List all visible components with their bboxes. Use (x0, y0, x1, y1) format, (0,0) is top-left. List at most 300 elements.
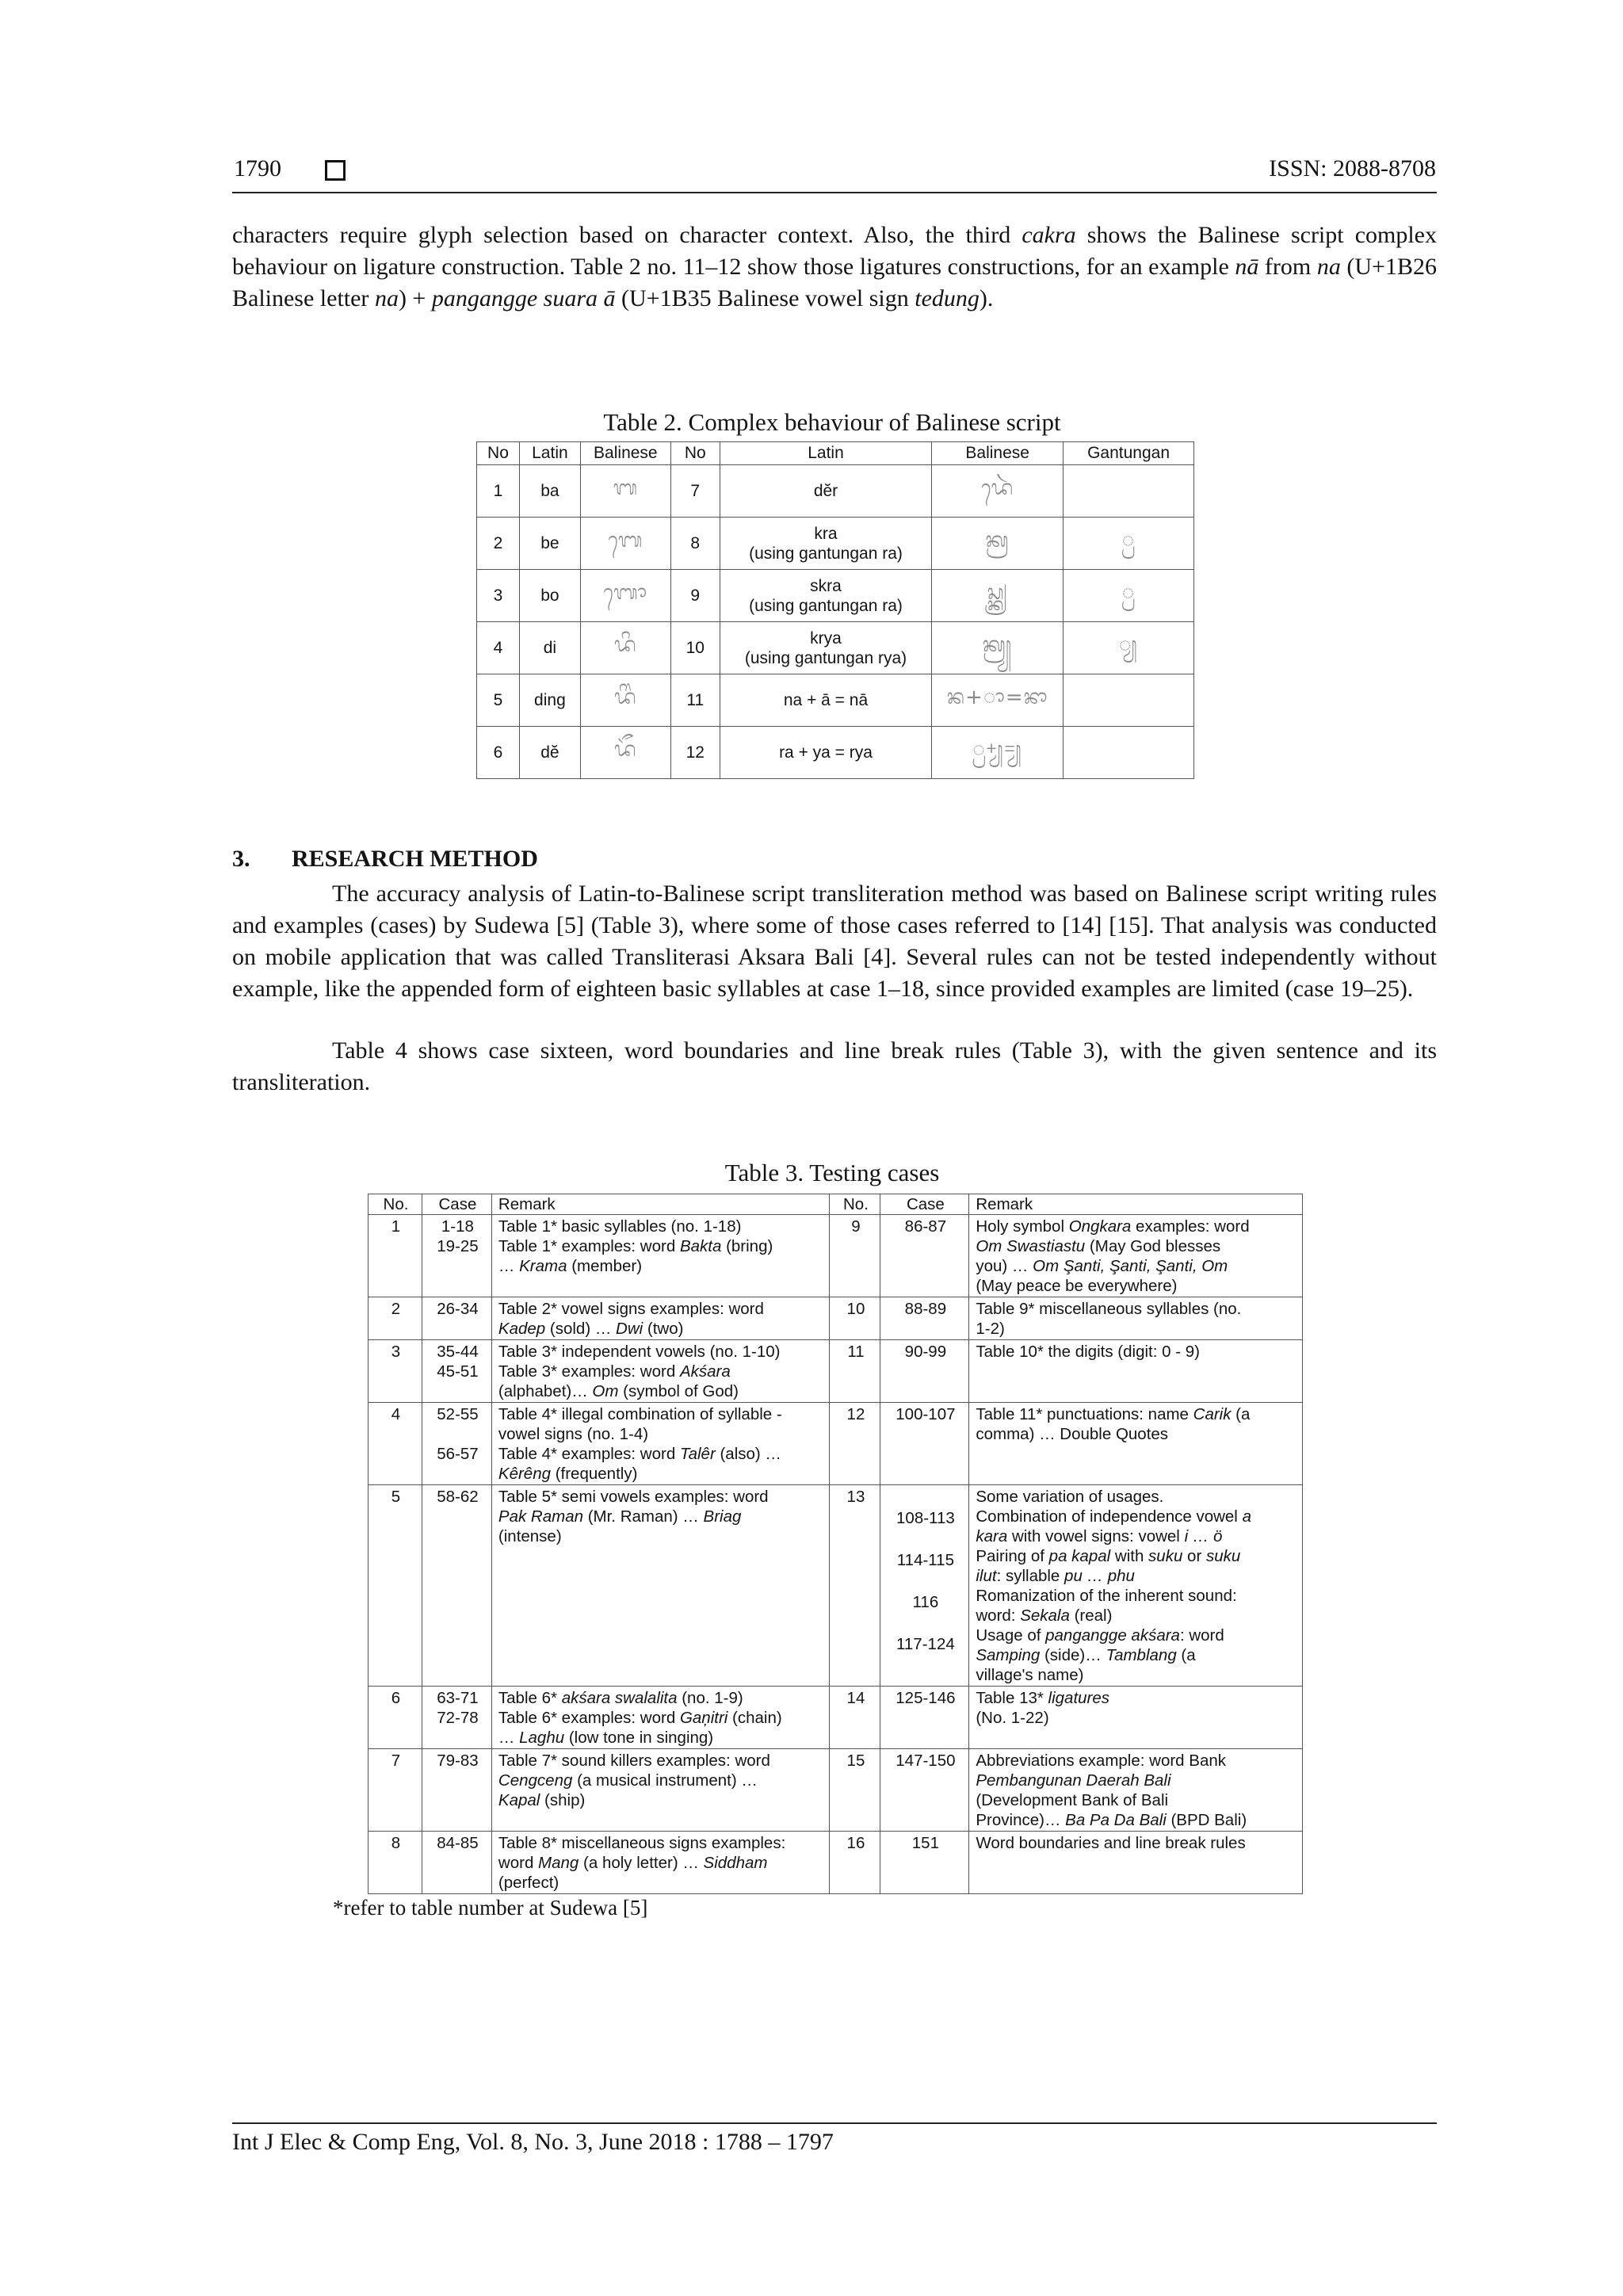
table3-remark-line (976, 1487, 1297, 1507)
table3-remark-text: with (1110, 1547, 1149, 1565)
table3-remark-line (976, 1424, 1297, 1444)
table3-no-text: 15 (846, 1752, 865, 1770)
table2-header: Balinese (932, 442, 1064, 465)
table2-latin (720, 727, 932, 779)
table3-remark-line (498, 1342, 825, 1362)
table2-balinese-text: ᭄ᬭ+᭄ᬬ=᭄ᬬ (972, 738, 1023, 762)
table3-no-text: 7 (391, 1752, 401, 1770)
table3-case (880, 1485, 969, 1687)
table3-remark-line (976, 1688, 1297, 1708)
table3-remark-line (976, 1507, 1297, 1526)
table3-remark-line (976, 1217, 1297, 1236)
table3-remark (491, 1340, 830, 1403)
table3-no (830, 1297, 880, 1340)
footer-citation: Int J Elec & Comp Eng, Vol. 8, No. 3, June 2018 : 1788 – 1797 (232, 2129, 834, 2155)
table3-remark-italic: Ba Pa Da Bali (1065, 1811, 1167, 1829)
table2-no-text: 2 (493, 533, 503, 552)
table3-case (422, 1832, 491, 1894)
table3-case (422, 1403, 491, 1485)
table3-no (369, 1215, 422, 1297)
footer-rule (232, 2122, 1437, 2124)
table3-remark-italic: pangangge akśara (1045, 1626, 1180, 1645)
table3-remark-italic: Siddham (703, 1854, 768, 1872)
table3-remark-line (498, 1728, 825, 1748)
table3-remark-text: (May God blesses (1085, 1237, 1221, 1255)
table3-remark-text: or (1182, 1547, 1206, 1565)
table3-no (369, 1297, 422, 1340)
table2-balinese (580, 674, 670, 727)
table3-remark-line (498, 1236, 825, 1256)
table3-remark-line (498, 1299, 825, 1319)
table3-remark-text: Usage of (976, 1626, 1046, 1645)
table3-remark-text: (Mr. Raman) … (583, 1507, 704, 1526)
table3-remark-text: Table 1* examples: word (498, 1237, 680, 1255)
table3-remark-text: Table 2* vowel signs examples: word (498, 1300, 764, 1318)
table3-no (830, 1403, 880, 1485)
table2-latin (519, 465, 580, 518)
table2-balinese (932, 570, 1064, 622)
table2-latin (519, 570, 580, 622)
table2-no (477, 674, 520, 727)
table3-remark (969, 1687, 1303, 1749)
table3-remark-text: (a holy letter) … (579, 1854, 704, 1872)
table3-row (369, 1403, 1303, 1485)
table2-header: Latin (519, 442, 580, 465)
table3-remark-line (498, 1319, 825, 1339)
table3-remark-text: Combination of independence vowel (976, 1507, 1243, 1526)
table2-no-text: 6 (493, 743, 503, 762)
table3-case-line (887, 1528, 964, 1548)
table2-latin-text: ding (534, 690, 566, 709)
table2-balinese-text: ᬤᬶᬂ (613, 686, 637, 709)
table3-remark-text: (frequently) (551, 1465, 638, 1483)
table3-no (369, 1687, 422, 1749)
table2-no (477, 465, 520, 518)
table3-remark-text: Holy symbol (976, 1217, 1069, 1236)
table2-latin-text: ba (540, 481, 559, 500)
table3-remark-text: Some variation of usages. (976, 1488, 1164, 1506)
table3-remark-italic: Gaņitri (679, 1709, 728, 1727)
table3-remark (969, 1297, 1303, 1340)
table2-header: Gantungan (1064, 442, 1194, 465)
table3-no (369, 1485, 422, 1687)
table3-no (830, 1340, 880, 1403)
table2-no-text: 8 (690, 533, 701, 552)
table2-latin-text: krya (810, 628, 842, 648)
table3-remark-text: Romanization of the inherent sound: (976, 1587, 1237, 1605)
table2 (476, 441, 1194, 779)
table3-remark-text: : syllable (996, 1567, 1065, 1585)
table3-remark-line (498, 1487, 825, 1507)
table3-remark-text: word (498, 1854, 539, 1872)
table3-remark-line (498, 1256, 825, 1276)
table3-remark-text: Table 6* examples: word (498, 1709, 680, 1727)
table3-case-line (887, 1487, 964, 1507)
table3-remark-italic: Bakta (679, 1237, 722, 1255)
table2-header: Latin (720, 442, 932, 465)
table3-remark (491, 1749, 830, 1832)
table3-remark-text: (also) … (715, 1445, 781, 1463)
table3-remark-text: Table 4* examples: word (498, 1445, 680, 1463)
table3-remark-italic: suku (1205, 1547, 1241, 1565)
table2-latin (519, 622, 580, 674)
table2-gantungan (1064, 727, 1194, 779)
table3-header: No. (830, 1194, 880, 1215)
table2-row (477, 727, 1194, 779)
table2-gantungan-text: ᭄ᬭ (1121, 529, 1136, 552)
table2-latin-note: (using gantungan ra) (749, 596, 903, 615)
table3-remark-text: 1-2) (976, 1320, 1005, 1338)
table3-remark-text: Table 9* miscellaneous syllables (no. (976, 1300, 1242, 1318)
table2-gantungan (1064, 465, 1194, 518)
table3-remark-italic: Ongkara (1068, 1217, 1132, 1236)
table3-case (422, 1749, 491, 1832)
table3-no (369, 1749, 422, 1832)
table2-latin-text: kra (814, 524, 838, 543)
table3-remark-text: (chain) (727, 1709, 782, 1727)
table3-remark-text: Table 7* sound killers examples: word (498, 1752, 770, 1770)
table3-case-line: 90-99 (904, 1343, 947, 1361)
table2-latin-text: dĕr (813, 482, 838, 500)
table3-case (422, 1297, 491, 1340)
table3-remark-line (976, 1526, 1297, 1546)
table3-no-text: 3 (391, 1343, 401, 1361)
table3-no-text: 2 (391, 1300, 401, 1318)
table3-no-text: 11 (847, 1343, 865, 1361)
table3-remark-text: (bring) (721, 1237, 773, 1255)
table2-balinese (580, 465, 670, 518)
table2-gantungan (1064, 622, 1194, 674)
table3-no-text: 13 (846, 1488, 865, 1506)
table2-header: No (477, 442, 520, 465)
table3-remark-italic: Pak Raman (498, 1507, 584, 1526)
table3-case-line: 1-18 (441, 1217, 474, 1236)
table3-remark-text: (perfect) (498, 1874, 559, 1892)
table3-no-text: 6 (391, 1689, 401, 1707)
table3-remark-italic: Krama (519, 1257, 567, 1275)
table3-remark-text: : word (1179, 1626, 1224, 1645)
table3-remark-line (976, 1771, 1297, 1790)
table3-case-line: 114-115 (896, 1551, 954, 1569)
table3-remark-text: Table 8* miscellaneous signs examples: (498, 1834, 786, 1852)
table3-remark-text: Abbreviations example: word Bank (976, 1752, 1226, 1770)
table3-remark (969, 1340, 1303, 1403)
table3-remark (491, 1687, 830, 1749)
table3-remark-text: (no. 1-9) (677, 1689, 743, 1707)
table3-case-line (429, 1424, 487, 1444)
table3-header: Case (880, 1194, 969, 1215)
page-number: 1790 (234, 155, 281, 181)
table3-remark-italic: Kêrêng (498, 1465, 552, 1483)
table3-remark (491, 1485, 830, 1687)
table3-case-line: 86-87 (904, 1217, 947, 1236)
table2-no-text: 9 (690, 586, 701, 605)
table2-gantungan-text: ᭄ᬭ (1121, 581, 1136, 605)
table3-remark-text: (two) (643, 1320, 684, 1338)
table3-remark-italic: ligatures (1048, 1689, 1110, 1707)
table3-remark-text: comma) … Double Quotes (976, 1425, 1169, 1443)
table3-case (422, 1215, 491, 1297)
table2-latin-text: skra (810, 576, 842, 595)
table3-row (369, 1687, 1303, 1749)
table2-no (477, 518, 520, 570)
table3-case-line: 26-34 (437, 1300, 479, 1318)
table2-latin-text: ra + ya = rya (779, 743, 873, 762)
table3-remark-text: Table 5* semi vowels examples: word (498, 1488, 769, 1506)
table3-remark-line (498, 1853, 825, 1873)
table3-header: No. (369, 1194, 422, 1215)
table3-case-line: 63-71 (437, 1689, 479, 1707)
table3-remark-line (976, 1751, 1297, 1771)
table3-remark-italic: Sekala (1020, 1606, 1070, 1625)
table3-remark-text: Table 4* illegal combination of syllable - (498, 1405, 782, 1423)
table3-remark-text: (intense) (498, 1527, 562, 1545)
table3-remark-line (976, 1810, 1297, 1830)
table3-remark-italic: pa kapal (1048, 1547, 1111, 1565)
table3-remark-text: Table 11* punctuations: name (976, 1405, 1193, 1423)
table3-row (369, 1485, 1303, 1687)
table3-remark-italic: suku (1148, 1547, 1183, 1565)
table3-no-text: 16 (846, 1834, 865, 1852)
table2-header-row (477, 442, 1194, 465)
table2-no (670, 622, 720, 674)
table3-remark-text: (ship) (540, 1791, 586, 1809)
table3-remark-text: Table 3* examples: word (498, 1362, 680, 1381)
table3-remark-line (976, 1586, 1297, 1606)
table3-remark-text: vowel signs (no. 1-4) (498, 1425, 649, 1443)
table3-case (880, 1215, 969, 1297)
table3-remark-line (498, 1526, 825, 1546)
table3-remark-text: Table 3* independent vowels (no. 1-10) (498, 1343, 781, 1361)
table3-case-line: 35-44 (437, 1343, 479, 1361)
table3-no-text: 10 (846, 1300, 865, 1318)
table3-remark-italic: Om (592, 1382, 619, 1400)
table3-case-line: 52-55 (437, 1405, 479, 1423)
table3-row (369, 1297, 1303, 1340)
table2-latin (720, 465, 932, 518)
table3-case-line: 45-51 (437, 1362, 479, 1381)
table2-latin (519, 674, 580, 727)
table3-case-line: 72-78 (437, 1709, 479, 1727)
table2-balinese (580, 622, 670, 674)
table3-no (830, 1485, 880, 1687)
table2-balinese (932, 674, 1064, 727)
method-paragraph-2: Table 4 shows case sixteen, word boundaries and line break rules (Table 3), with the given sentence and its transliteration. (232, 1037, 1437, 1095)
table3-caption: Table 3. Testing cases (724, 1159, 940, 1186)
table3-no-text: 1 (391, 1217, 401, 1236)
table3-no (830, 1832, 880, 1894)
table3-remark-text: (BPD Bali) (1166, 1811, 1247, 1829)
table3-remark-line (498, 1751, 825, 1771)
table3-remark-text: Table 10* the digits (digit: 0 - 9) (976, 1343, 1200, 1361)
table3-remark-text: word: (976, 1606, 1021, 1625)
table3-header: Remark (491, 1194, 830, 1215)
table2-row (477, 465, 1194, 518)
table3-remark (969, 1215, 1303, 1297)
table3-remark-text: you) … (976, 1257, 1033, 1275)
table3-remark-text: … (498, 1257, 520, 1275)
table3-remark-italic: Dwi (616, 1320, 643, 1338)
table2-balinese (580, 727, 670, 779)
table3-remark-italic: Samping (976, 1646, 1041, 1664)
table2-row (477, 622, 1194, 674)
table3-case-line: 58-62 (437, 1488, 479, 1506)
table2-gantungan (1064, 570, 1194, 622)
table3-remark (491, 1832, 830, 1894)
table3-remark-text: village's name) (976, 1666, 1084, 1684)
table3-no (830, 1215, 880, 1297)
table3-footnote: *refer to table number at Sudewa [5] (333, 1896, 648, 1920)
table2-no-text: 3 (493, 586, 503, 605)
table2-balinese (932, 465, 1064, 518)
table2-body (477, 465, 1194, 779)
table2-latin-text: dĕ (540, 743, 559, 762)
table3-remark-italic: Tamblang (1106, 1646, 1177, 1664)
table2-no-text: 1 (493, 481, 503, 500)
table3-remark-text: (member) (567, 1257, 643, 1275)
table3-case (880, 1832, 969, 1894)
table3-remark-text: examples: word (1131, 1217, 1250, 1236)
table2-balinese-text: ᬩ (613, 476, 639, 500)
table2-balinese (580, 570, 670, 622)
table2-no (670, 570, 720, 622)
table2-latin-text: na + ā = nā (783, 691, 869, 709)
table3-remark-text: … (498, 1729, 520, 1747)
table3-row (369, 1215, 1303, 1297)
table3-case-line: 79-83 (437, 1752, 479, 1770)
table2-balinese-text: ᬦ+◌ᬵ=ᬦᬵ (946, 686, 1048, 709)
table3-remark-italic: Om Şanti, Şanti, Şanti, Om (1033, 1257, 1228, 1275)
table2-latin (720, 570, 932, 622)
table3-remark-text: (sold) … (545, 1320, 617, 1338)
table3-case-line: 116 (912, 1593, 939, 1611)
table3-no (369, 1832, 422, 1894)
table3-remark-line (976, 1833, 1297, 1853)
table3-remark (969, 1749, 1303, 1832)
table3-no (369, 1403, 422, 1485)
table2-no (670, 465, 720, 518)
table3-remark-italic: Briag (703, 1507, 742, 1526)
table2-latin (519, 518, 580, 570)
table3-remark-line (498, 1771, 825, 1790)
table3-remark-text: (symbol of God) (618, 1382, 739, 1400)
table2-balinese-text: ᬓ᭄ᬭ᭄ᬬ (982, 633, 1013, 657)
table3-remark-italic: Kapal (498, 1791, 540, 1809)
table2-latin-text: di (543, 638, 557, 657)
table3-remark-text: Table 13* (976, 1689, 1048, 1707)
table3-remark-italic: i … ö (1184, 1527, 1223, 1545)
table3-remark-line (498, 1424, 825, 1444)
table3-remark-line (498, 1362, 825, 1381)
table3-case-line: 100-107 (896, 1405, 956, 1423)
table3-remark-text: (low tone in singing) (564, 1729, 714, 1747)
table2-header: No (670, 442, 720, 465)
table2-gantungan-text: ᭄ᬬ (1119, 633, 1139, 657)
table2-balinese-text: ᬤᬾᬃ (980, 476, 1014, 500)
table3-no (369, 1340, 422, 1403)
section-number: 3. (232, 846, 250, 872)
table3-header: Case (422, 1194, 491, 1215)
table3-no-text: 14 (846, 1689, 865, 1707)
table3 (368, 1194, 1303, 1894)
table3-header: Remark (969, 1194, 1303, 1215)
table3-no-text: 5 (391, 1488, 401, 1506)
table2-latin-text: be (540, 533, 559, 552)
table2-row (477, 674, 1194, 727)
table3-remark-text: (real) (1069, 1606, 1113, 1625)
table3-remark-line (498, 1404, 825, 1424)
table3-case-line: 19-25 (437, 1237, 479, 1255)
table3-remark-text: Province)… (976, 1811, 1066, 1829)
table3-remark-line (976, 1276, 1297, 1296)
method-paragraph-1: The accuracy analysis of Latin-to-Balinese script transliteration method was based on Balinese script writing rules and examples (cases) by Sudewa [5] (Table 3), where some of those cases referred to [14] [15]. That analysis was conducted on mobile application that was called Transliterasi Aksara Bali [4]. Several rules can not be tested independently without example, like the appended form of eighteen basic syllables at case 1–18, since provided examples are limited (case 19–25). (232, 881, 1437, 1002)
table2-no-text: 5 (493, 690, 503, 709)
table3-remark-text: (a musical instrument) … (572, 1771, 758, 1790)
table2-balinese (580, 518, 670, 570)
table2-row (477, 518, 1194, 570)
table3-row (369, 1832, 1303, 1894)
table2-gantungan (1064, 518, 1194, 570)
table2-no (477, 622, 520, 674)
table3-remark (491, 1403, 830, 1485)
table3-remark-italic: ilut (976, 1567, 997, 1585)
table2-no-text: 4 (493, 638, 503, 657)
section-title: RESEARCH METHOD (292, 846, 538, 872)
table2-no-text: 10 (685, 638, 705, 657)
table3-remark-line (976, 1606, 1297, 1626)
table2-balinese (932, 518, 1064, 570)
table3-remark-italic: kara (976, 1527, 1008, 1545)
table2-balinese-text: ᬩᭀ (603, 581, 648, 605)
table3-row (369, 1340, 1303, 1403)
table2-balinese-text: ᬩᬾ (608, 529, 643, 552)
table2-balinese (932, 622, 1064, 674)
table2-header: Balinese (580, 442, 670, 465)
table3-remark-line (976, 1665, 1297, 1685)
table2-no (670, 727, 720, 779)
issn: ISSN: 2088-8708 (1269, 155, 1436, 181)
table2-latin-note: (using gantungan rya) (744, 648, 907, 667)
section-heading (232, 846, 538, 873)
table2-no-text: 11 (686, 690, 705, 709)
table3-remark-text: Pairing of (976, 1547, 1049, 1565)
table3-no-text: 8 (391, 1834, 401, 1852)
table3-remark-italic: Om Swastiastu (976, 1237, 1086, 1255)
table3-case (422, 1340, 491, 1403)
table3-case-line: 147-150 (896, 1752, 956, 1770)
table3-remark (969, 1832, 1303, 1894)
table3-remark-text: (side)… (1040, 1646, 1106, 1664)
table2-gantungan (1064, 674, 1194, 727)
table3-remark-text: (No. 1-22) (976, 1709, 1049, 1727)
table3-case-line: 56-57 (437, 1445, 479, 1463)
table3-remark-line (498, 1217, 825, 1236)
table3-body (369, 1215, 1303, 1894)
table3-case (880, 1687, 969, 1749)
table3-remark-italic: Kadep (498, 1320, 546, 1338)
table2-no-text: 7 (690, 481, 701, 500)
table3-remark-italic: Akśara (679, 1362, 731, 1381)
table3-remark-text: Word boundaries and line break rules (976, 1834, 1246, 1852)
table3-remark-text: (Development Bank of Bali (976, 1791, 1169, 1809)
table2-latin (720, 622, 932, 674)
table3-case-line: 117-124 (896, 1635, 955, 1653)
table2-caption: Table 2. Complex behaviour of Balinese script (603, 408, 1061, 436)
table3-remark-text: Table 6* (498, 1689, 562, 1707)
table3-remark-line (976, 1708, 1297, 1728)
table2-latin (720, 674, 932, 727)
table3-remark-line (976, 1790, 1297, 1810)
